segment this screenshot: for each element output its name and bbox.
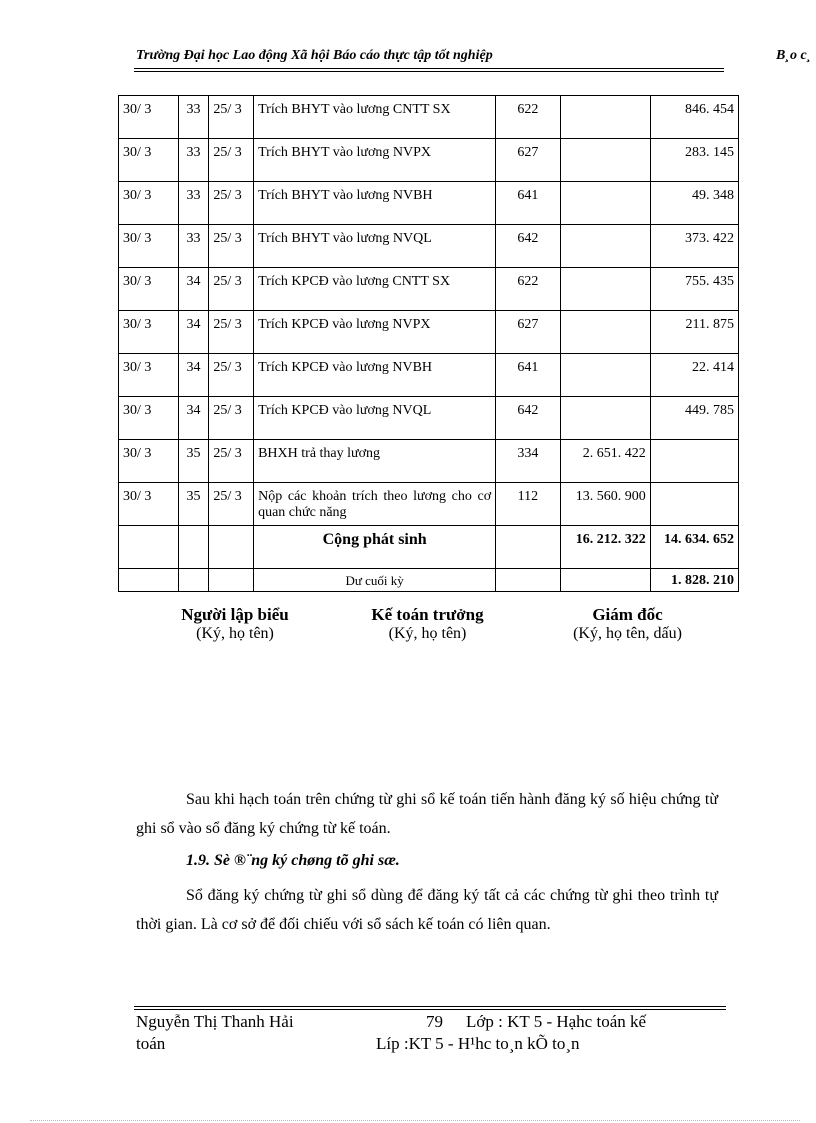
signature-title: Kế toán trưởng [371,605,484,624]
footer-author-cont: toán [136,1034,166,1053]
page-edge-dots [30,1120,800,1121]
signature-sub: (Ký, họ tên) [388,625,467,642]
closing-row [119,569,739,592]
cell-desc: Nộp các khoản trích theo lương cho cơ quan chức năng [254,483,496,526]
cell-ref: 25/ 3 [209,182,254,225]
cell-empty [209,569,254,592]
cell-desc: Trích BHYT vào lương CNTT SX [254,96,496,139]
cell-num: 33 [178,139,209,182]
cell-credit: 283. 145 [650,139,738,182]
cell-date: 30/ 3 [119,483,179,526]
signature-chief-accountant [345,605,510,643]
footer-page-number: 79 [426,1012,443,1031]
footer-rule [134,1009,726,1010]
table-row [119,139,739,182]
cell-credit: 846. 454 [650,96,738,139]
signature-sub: (Ký, họ tên, dấu) [573,625,682,642]
cell-debit [560,268,650,311]
cell-num: 33 [178,182,209,225]
cell-debit [560,354,650,397]
cell-date: 30/ 3 [119,440,179,483]
footer-class: Lớp : KT 5 - Hạhc toán kế [466,1012,647,1031]
cell-ref: 25/ 3 [209,397,254,440]
cell-num: 33 [178,225,209,268]
total-label: Cộng phát sinh [254,526,496,569]
table-row [119,397,739,440]
footer-rule [134,1006,726,1007]
total-row [119,526,739,569]
cell-num: 34 [178,397,209,440]
cell-acct: 627 [496,139,560,182]
cell-acct: 642 [496,225,560,268]
cell-debit: 2. 651. 422 [560,440,650,483]
total-credit: 14. 634. 652 [650,526,738,569]
header-title: Trường Đại học Lao động Xã hội Báo cáo thực tập tốt nghiệp [136,48,493,63]
table-row [119,225,739,268]
signature-director [545,605,710,643]
cell-debit [560,397,650,440]
cell-ref: 25/ 3 [209,268,254,311]
cell-credit: 755. 435 [650,268,738,311]
cell-empty [496,569,560,592]
cell-ref: 25/ 3 [209,483,254,526]
cell-date: 30/ 3 [119,354,179,397]
cell-num: 33 [178,96,209,139]
table-row [119,483,739,526]
footer-author: Nguyễn Thị Thanh Hải [136,1012,294,1031]
cell-num: 34 [178,268,209,311]
cell-desc: Trích KPCĐ vào lương NVBH [254,354,496,397]
cell-ref: 25/ 3 [209,96,254,139]
cell-acct: 642 [496,397,560,440]
cell-debit [560,96,650,139]
cell-empty [119,569,179,592]
section-heading: 1.9. Sè ®¨ng ký chøng tõ ghi sæ. [186,852,400,869]
cell-acct: 627 [496,311,560,354]
cell-desc: Trích BHYT vào lương NVBH [254,182,496,225]
cell-acct: 622 [496,96,560,139]
cell-debit [560,225,650,268]
table-row [119,268,739,311]
cell-desc: Trích BHYT vào lương NVQL [254,225,496,268]
table-row [119,311,739,354]
cell-date: 30/ 3 [119,182,179,225]
cell-num: 34 [178,311,209,354]
signature-preparer [150,605,320,643]
table-row [119,354,739,397]
signature-sub: (Ký, họ tên) [196,625,274,642]
body-paragraph: Sau khi hạch toán trên chứng từ ghi sổ kế toán tiến hành đăng ký số hiệu chứng từ ghi sổ vào sổ đăng ký chứng từ kế toán. [136,791,718,837]
closing-credit: 1. 828. 210 [650,569,738,592]
table-row [119,440,739,483]
cell-credit [650,440,738,483]
cell-acct: 641 [496,182,560,225]
cell-empty [560,569,650,592]
header-rule [134,68,724,69]
cell-empty [209,526,254,569]
cell-date: 30/ 3 [119,225,179,268]
cell-debit [560,311,650,354]
cell-credit: 211. 875 [650,311,738,354]
signature-title: Người lập biểu [181,605,289,624]
closing-label: Dư cuối kỳ [254,569,496,592]
cell-debit [560,139,650,182]
cell-ref: 25/ 3 [209,440,254,483]
cell-date: 30/ 3 [119,268,179,311]
ledger-table [118,95,739,592]
cell-desc: Trích KPCĐ vào lương NVPX [254,311,496,354]
cell-num: 34 [178,354,209,397]
cell-debit: 13. 560. 900 [560,483,650,526]
cell-empty [178,526,209,569]
cell-credit: 22. 414 [650,354,738,397]
table-row [119,96,739,139]
cell-ref: 25/ 3 [209,139,254,182]
cell-date: 30/ 3 [119,397,179,440]
footer-class-alt: Líp :KT 5 - H¹hc to¸n kÕ to¸n [376,1034,580,1053]
cell-acct: 112 [496,483,560,526]
cell-num: 35 [178,483,209,526]
cell-date: 30/ 3 [119,311,179,354]
cell-desc: Trích BHYT vào lương NVPX [254,139,496,182]
cell-num: 35 [178,440,209,483]
cell-credit [650,483,738,526]
cell-credit: 449. 785 [650,397,738,440]
header-right-text: B¸o c¸ [776,48,812,63]
cell-ref: 25/ 3 [209,354,254,397]
cell-credit: 49. 348 [650,182,738,225]
cell-credit: 373. 422 [650,225,738,268]
header-rule [134,71,724,72]
cell-ref: 25/ 3 [209,225,254,268]
cell-empty [496,526,560,569]
cell-ref: 25/ 3 [209,311,254,354]
cell-debit [560,182,650,225]
body-paragraph: Sổ đăng ký chứng từ ghi sổ dùng để đăng ký tất cả các chứng từ ghi theo trình tự thời gian. Là cơ sở để đối chiếu với sổ sách kế toán có liên quan. [136,887,718,933]
cell-desc: Trích KPCĐ vào lương CNTT SX [254,268,496,311]
cell-desc: BHXH trả thay lương [254,440,496,483]
cell-empty [119,526,179,569]
cell-acct: 641 [496,354,560,397]
signature-title: Giám đốc [592,605,663,624]
table-row [119,182,739,225]
cell-date: 30/ 3 [119,96,179,139]
cell-acct: 622 [496,268,560,311]
cell-empty [178,569,209,592]
cell-acct: 334 [496,440,560,483]
cell-date: 30/ 3 [119,139,179,182]
total-debit: 16. 212. 322 [560,526,650,569]
cell-desc: Trích KPCĐ vào lương NVQL [254,397,496,440]
